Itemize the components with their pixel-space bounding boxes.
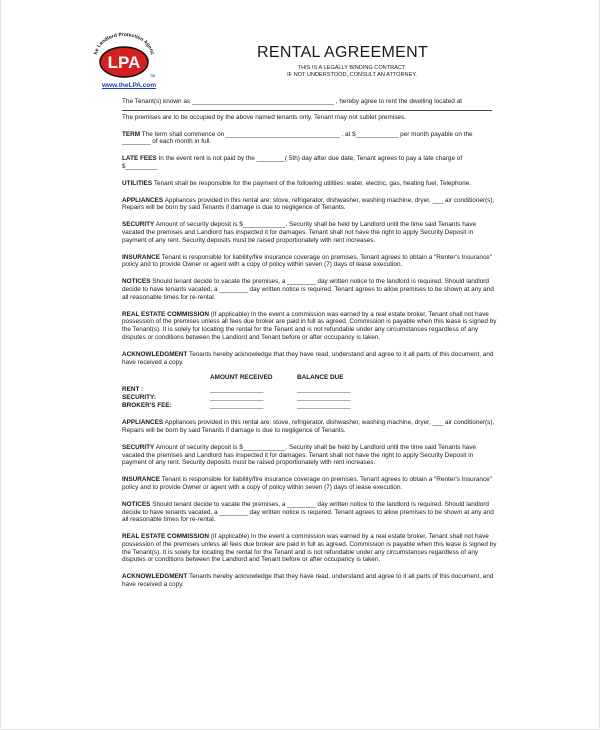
notices-text: Should tenant decide to vacate the premises, a ________ day written notice to the landlord is required. Should landlord decide to have tenants vacated, a ________ day written notice is required. Tenant agrees to allow premises to be shown at any and all reasonable times for re-rental. [122, 500, 494, 524]
balance-due-blank: _______________ [297, 402, 351, 410]
tenants-clause: The Tenant(s) known as ________________________________________ , hereby agree to rent the dwelling located at [122, 98, 462, 105]
document-title: RENTAL AGREEMENT [257, 44, 429, 61]
insurance-heading: INSURANCE [122, 253, 160, 261]
insurance-clause-2 [122, 476, 498, 492]
logo-initials: LPA [107, 53, 141, 72]
term-text: The term shall commence on ________________________________ . at $____________ per month payable on the ________ of each month in full. [122, 130, 473, 146]
term-clause [122, 131, 498, 147]
legal-notice [257, 65, 447, 79]
agreement-body [122, 98, 498, 589]
fee-table-header [122, 374, 498, 382]
acknowledgment-clause [122, 351, 498, 367]
security-text: Amount of security deposit is $____________. Security shall be held by Landlord until the time said Tenants have vacated the premises and Landlord has inspected it for damages. Tenant shall not have the right to apply Security Deposit in payment of any rent. Security deposits must be raised proportionately with rent increases. [122, 221, 477, 244]
utilities-text: Tenant shall be responsible for the payment of the following utilities: water, electric, gas, heating fuel, Telephone. [153, 179, 471, 187]
late-fees-heading: LATE FEES [122, 155, 157, 163]
appliances-repairs: Repairs will be born by said Tenants if damage is due to negligence of Tenants. [122, 204, 346, 212]
logo-org-name: he Landlord Protection Agenc [93, 32, 155, 56]
insurance-text: Tenant is responsible for liability/fire insurance coverage on premises. Tenant agrees to obtain a "Renter's Insurance" policy and to provide Owner or agent with a copy of policy within seven (7) days of lease execution. [122, 476, 492, 491]
balance-due-blank: _______________ [297, 386, 351, 394]
notices-text: Should tenant decide to vacate the premises, a ________ day written notice to the landlord is required. Should landlord decide to have tenants vacated, a ________ day written notice is required. Tenant agrees to allow premises to be shown at any and all reasonable times for re-rental. [122, 278, 494, 301]
appliances-clause [122, 197, 498, 205]
amount-received-blank: _______________ [210, 402, 264, 410]
legal-notice-line-1: THIS IS A LEGALLY BINDING CONTRACT. [297, 65, 407, 71]
notices-clause [122, 278, 498, 301]
address-blank-line [122, 110, 492, 111]
amount-received-blank: _______________ [210, 386, 264, 394]
security-heading: SECURITY [122, 443, 155, 451]
security-clause-2 [122, 444, 498, 467]
acknowledgment-text: Tenants hereby acknowledge that they have read, understand and agree to it all parts of this document, and have received a copy. [122, 573, 494, 589]
late-fees-clause [122, 155, 498, 171]
fee-label: SECURITY: [122, 394, 156, 402]
commission-clause [122, 311, 498, 342]
commission-heading: REAL ESTATE COMMISSION [122, 310, 209, 318]
security-heading: SECURITY [122, 221, 155, 229]
commission-clause-2 [122, 533, 498, 564]
insurance-clause [122, 254, 498, 270]
insurance-heading: INSURANCE [122, 476, 160, 484]
fee-label: BROKER'S FEE: [122, 402, 172, 410]
utilities-heading: UTILITIES [122, 179, 153, 187]
commission-text: (If applicable) In the event a commission was earned by a real estate broker, Tenant shall not have possession of the premises unless all fees due broker are paid in full as agreed. Commission is payable when this lease is signed by the Tenant(s). It is solely for locating the rental for the Tenant and is not refundable under any circumstances regardless of any disputes or conditions between the Landlord and Tenant before or after occupancy is taken. [122, 310, 497, 341]
fee-row-security [122, 394, 498, 402]
legal-notice-line-2: IF NOT UNDERSTOOD, CONSULT AN ATTORNEY. [287, 72, 417, 78]
amount-received-header: AMOUNT RECEIVED [210, 374, 273, 382]
appliances-heading: APPLIANCES [122, 419, 164, 427]
premises-clause: The premises are to be occupied by the above named tenants only. Tenant may not sublet premises. [122, 113, 406, 121]
amount-received-blank: _______________ [210, 394, 264, 402]
notices-heading: NOTICES [122, 500, 151, 508]
commission-text: (If applicable) In the event a commission was earned by a real estate broker, Tenant shall not have possession of the premises unless all fees due broker are paid in full as agreed. Commission is payable when this lease is signed by the Tenant(s). It is solely for locating the rental for the Tenant and is not refundable under any circumstances regardless of any disputes or conditions between the Landlord and Tenant before or after occupancy is taken. [122, 533, 497, 564]
balance-due-blank: _______________ [297, 394, 351, 402]
balance-due-header: BALANCE DUE [297, 374, 344, 382]
fee-row-rent [122, 386, 498, 394]
late-fees-text: In the event rent is not paid by the ________( 5th) day after due date, Tenant agrees to pay a late charge of $_________ [122, 155, 463, 170]
fee-row-broker [122, 402, 498, 410]
acknowledgment-heading: ACKNOWLEDGMENT [122, 573, 188, 581]
notices-heading: NOTICES [122, 278, 151, 286]
security-clause [122, 221, 498, 244]
appliances-heading: APPLIANCES [122, 196, 164, 204]
acknowledgment-heading: ACKNOWLEDGMENT [122, 350, 188, 358]
logo-tm: TM [150, 74, 156, 78]
appliances-text: Appliances provided in this rental are: stove, refrigerator, dishwasher, washing machine, dryer, ___ air conditioner(s), [164, 419, 495, 427]
lpa-website-link[interactable]: www.theLPA.com [102, 82, 157, 89]
notices-clause-2 [122, 501, 498, 524]
insurance-text: Tenant is responsible for liability/fire insurance coverage on premises. Tenant agrees to obtain a "Renter's Insurance" policy and to provide Owner or agent with a copy of policy within seven (7) days of lease execution. [122, 253, 492, 269]
term-heading: TERM [122, 130, 141, 138]
appliances-repairs-2: Repairs will be born by said Tenants if damage is due to negligence of Tenants. [122, 426, 346, 434]
acknowledgment-text: Tenants hereby acknowledge that they have read, understand and agree to it all parts of this document, and have received a copy. [122, 350, 494, 366]
appliances-text: Appliances provided in this rental are: stove, refrigerator, dishwasher, washing machine, dryer, ___ air conditioner(s), [164, 196, 495, 204]
security-text: Amount of security deposit is $____________. Security shall be held by Landlord until the time said Tenants have vacated the premises and Landlord has inspected it for damages. Tenant shall not have the right to apply Security Deposit in payment of any rent. Security deposits must be raised proportionately with rent increases. [122, 443, 477, 467]
appliances-clause-2 [122, 419, 498, 427]
fee-label: RENT : [122, 386, 144, 394]
utilities-clause [122, 180, 498, 188]
acknowledgment-clause-2 [122, 573, 498, 589]
commission-heading: REAL ESTATE COMMISSION [122, 533, 209, 541]
